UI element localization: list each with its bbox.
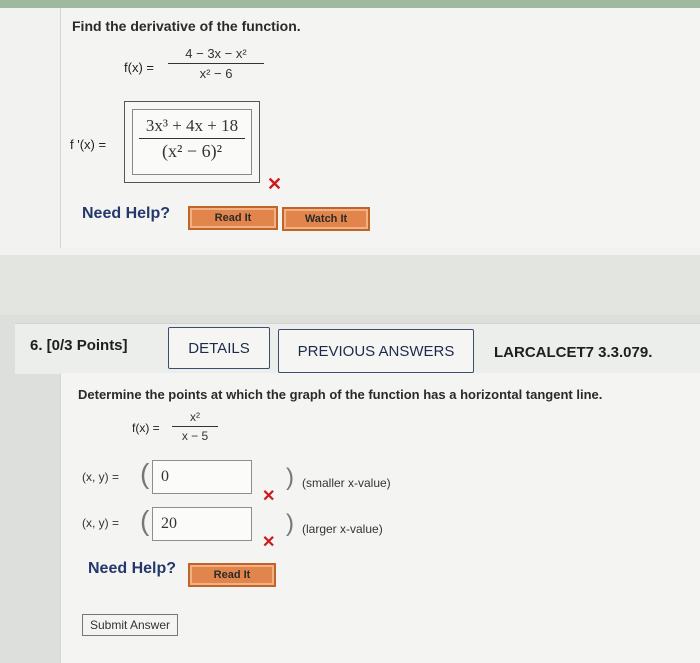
read-it-button[interactable]: Read It bbox=[188, 563, 276, 587]
incorrect-icon: ✕ bbox=[262, 488, 276, 505]
fraction-bar bbox=[168, 63, 264, 64]
function-fraction bbox=[172, 410, 218, 443]
point-1-input[interactable]: 0 bbox=[152, 460, 252, 494]
incorrect-icon: ✕ bbox=[262, 534, 276, 551]
function-fraction bbox=[168, 46, 264, 81]
course-code: LARCALCET7 3.3.079. bbox=[494, 344, 653, 361]
function-denominator: x² − 6 bbox=[199, 66, 233, 81]
point-1-label: (x, y) = bbox=[82, 470, 120, 484]
close-paren: ) bbox=[286, 510, 294, 537]
incorrect-icon: ✕ bbox=[267, 174, 283, 194]
previous-answers-button[interactable]: PREVIOUS ANSWERS bbox=[278, 329, 474, 373]
derivative-denominator: (x² − 6)² bbox=[162, 141, 222, 161]
submit-answer-button[interactable]: Submit Answer bbox=[82, 614, 178, 636]
function-denominator: x − 5 bbox=[181, 429, 209, 443]
point-1-hint: (smaller x-value) bbox=[302, 476, 391, 490]
point-2-hint: (larger x-value) bbox=[302, 522, 383, 536]
fraction-bar bbox=[172, 426, 218, 427]
derivative-fraction bbox=[139, 116, 245, 162]
open-paren: ( bbox=[140, 458, 150, 489]
need-help-label: Need Help? bbox=[82, 205, 171, 222]
derivative-answer-box[interactable] bbox=[124, 101, 260, 183]
derivative-label: f '(x) = bbox=[70, 137, 107, 152]
function-label: f(x) = bbox=[132, 421, 160, 435]
problem-5-instruction: Find the derivative of the function. bbox=[72, 18, 301, 34]
details-button[interactable]: DETAILS bbox=[168, 327, 270, 369]
need-help-label: Need Help? bbox=[88, 560, 177, 577]
problem-6-instruction: Determine the points at which the graph of the function has a horizontal tangent line. bbox=[78, 387, 603, 402]
section-divider bbox=[0, 255, 700, 315]
derivative-numerator: 3x³ + 4x + 18 bbox=[145, 116, 239, 135]
function-label: f(x) = bbox=[124, 60, 154, 75]
watch-it-button[interactable]: Watch It bbox=[282, 207, 370, 231]
function-numerator: 4 − 3x − x² bbox=[185, 46, 247, 61]
problem-6-number-points: 6. [0/3 Points] bbox=[30, 337, 128, 354]
read-it-button[interactable]: Read It bbox=[188, 206, 278, 230]
point-2-input[interactable]: 20 bbox=[152, 507, 252, 541]
function-numerator: x² bbox=[190, 410, 200, 424]
point-2-label: (x, y) = bbox=[82, 516, 120, 530]
fraction-bar bbox=[139, 138, 245, 139]
open-paren: ( bbox=[140, 505, 150, 536]
close-paren: ) bbox=[286, 464, 294, 491]
